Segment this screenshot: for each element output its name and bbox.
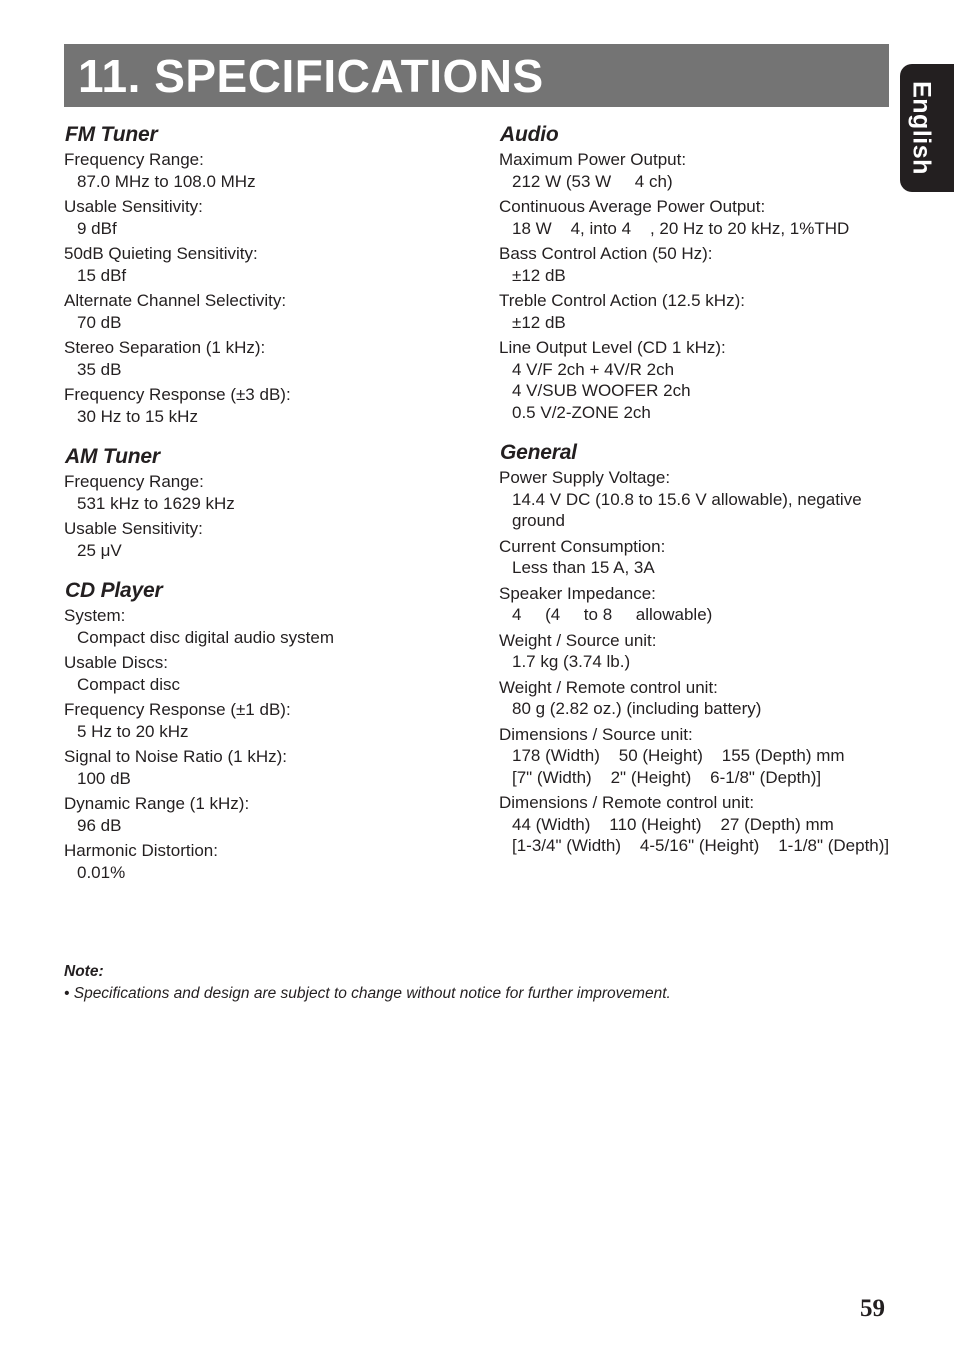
spec-value: 100 dB (77, 768, 131, 788)
spec-item (64, 243, 464, 286)
spec-value: 178 (Width) 50 (Height) 155 (Depth) mm (512, 746, 845, 765)
spec-label: Line Output Level (CD 1 kHz): (499, 338, 726, 357)
spec-item (64, 746, 464, 789)
spec-item (499, 677, 899, 720)
section-heading: Audio (500, 123, 559, 146)
section-cd-player (64, 577, 464, 883)
spec-item (64, 196, 464, 239)
spec-item (64, 471, 464, 514)
spec-value: 9 dBf (77, 218, 117, 238)
spec-value: Compact disc (77, 674, 180, 694)
spec-item (499, 536, 899, 579)
spec-value: 80 g (2.82 oz.) (including battery) (512, 699, 762, 718)
section-am-tuner (64, 443, 464, 561)
spec-label: Weight / Source unit: (499, 630, 657, 650)
spec-value: 1.7 kg (3.74 lb.) (512, 652, 631, 671)
spec-label: Weight / Remote control unit: (499, 677, 718, 697)
spec-item (64, 793, 464, 836)
spec-item (499, 196, 899, 239)
spec-label: Frequency Range: (64, 150, 204, 169)
spec-item (499, 149, 899, 192)
spec-label: Treble Control Action (12.5 kHz): (499, 291, 745, 310)
language-tab-label: English (907, 81, 936, 175)
spec-value: 4 (4 to 8 allowable) (512, 605, 713, 624)
spec-item (64, 290, 464, 333)
spec-value: 35 dB (77, 359, 122, 379)
spec-item (64, 149, 464, 192)
right-column (499, 121, 899, 873)
spec-value: 44 (Width) 110 (Height) 27 (Depth) mm (512, 814, 834, 834)
spec-label: Frequency Range: (64, 472, 204, 491)
spec-label: Bass Control Action (50 Hz): (499, 244, 713, 263)
spec-item (64, 384, 464, 427)
spec-value: Compact disc digital audio system (77, 627, 335, 647)
spec-item (499, 724, 899, 789)
spec-label: Harmonic Distortion: (64, 841, 218, 860)
section-heading: General (500, 441, 577, 464)
spec-value: 15 dBf (77, 265, 127, 285)
spec-value: [7" (Width) 2" (Height) 6-1/8" (Depth)] (512, 767, 822, 787)
note-text: • Specifications and design are subject to change without notice for further improvement. (64, 985, 671, 1002)
spec-label: Current Consumption: (499, 536, 666, 556)
spec-label: Dimensions / Source unit: (499, 724, 693, 744)
spec-value: 18 W 4, into 4 , 20 Hz to 20 kHz, 1%THD (512, 218, 850, 238)
spec-value: 0.01% (77, 862, 126, 882)
spec-label: Continuous Average Power Output: (499, 197, 766, 216)
spec-value: 25 μV (77, 540, 122, 560)
section-general (499, 439, 899, 857)
section-fm-tuner (64, 121, 464, 427)
spec-label: Usable Discs: (64, 653, 168, 672)
page-title: 11. SPECIFICATIONS (78, 50, 544, 102)
spec-label: Maximum Power Output: (499, 150, 687, 169)
section-heading: AM Tuner (65, 445, 160, 468)
spec-item (499, 583, 899, 626)
spec-value: 5 Hz to 20 kHz (77, 721, 189, 741)
left-column (64, 121, 464, 899)
spec-value: Less than 15 A, 3A (512, 558, 655, 577)
spec-item (64, 518, 464, 561)
spec-label: Signal to Noise Ratio (1 kHz): (64, 747, 287, 766)
spec-value: 30 Hz to 15 kHz (77, 406, 198, 426)
spec-item (64, 605, 464, 648)
spec-item (64, 699, 464, 742)
spec-item (499, 243, 899, 286)
spec-value: 14.4 V DC (10.8 to 15.6 V allowable), negative ground (512, 489, 867, 530)
section-heading: FM Tuner (65, 123, 158, 146)
spec-label: Dimensions / Remote control unit: (499, 793, 755, 812)
spec-value: 4 V/F 2ch + 4V/R 2ch (512, 359, 675, 379)
spec-label: Power Supply Voltage: (499, 468, 671, 487)
spec-value: 4 V/SUB WOOFER 2ch (512, 381, 691, 400)
spec-value: 0.5 V/2-ZONE 2ch (512, 402, 651, 422)
spec-value: ±12 dB (512, 265, 566, 285)
spec-value: 87.0 MHz to 108.0 MHz (77, 171, 256, 191)
spec-item (64, 652, 464, 695)
spec-label: 50dB Quieting Sensitivity: (64, 244, 258, 263)
spec-value: ±12 dB (512, 312, 566, 332)
page-number: 59 (860, 1295, 885, 1322)
spec-label: Stereo Separation (1 kHz): (64, 338, 266, 357)
spec-item (64, 337, 464, 380)
note (64, 961, 884, 1005)
spec-item (499, 337, 899, 423)
spec-label: Frequency Response (±1 dB): (64, 700, 291, 719)
spec-item (499, 290, 899, 333)
spec-item (499, 467, 899, 532)
spec-value: [1-3/4" (Width) 4-5/16" (Height) 1-1/8" (Depth)] (512, 836, 890, 855)
spec-label: Alternate Channel Selectivity: (64, 291, 287, 310)
spec-label: Frequency Response (±3 dB): (64, 385, 291, 404)
spec-label: Usable Sensitivity: (64, 197, 203, 216)
title-bar (64, 44, 889, 107)
spec-label: Usable Sensitivity: (64, 519, 203, 538)
spec-label: Dynamic Range (1 kHz): (64, 794, 250, 813)
spec-item (499, 630, 899, 673)
section-heading: CD Player (65, 579, 163, 602)
note-heading: Note: (64, 963, 104, 980)
spec-value: 70 dB (77, 312, 122, 332)
spec-item (499, 792, 899, 857)
spec-label: Speaker Impedance: (499, 583, 656, 603)
spec-value: 212 W (53 W 4 ch) (512, 171, 673, 191)
spec-label: System: (64, 606, 126, 625)
spec-item (64, 840, 464, 883)
spec-value: 96 dB (77, 815, 122, 835)
spec-value: 531 kHz to 1629 kHz (77, 493, 235, 513)
section-audio (499, 121, 899, 423)
